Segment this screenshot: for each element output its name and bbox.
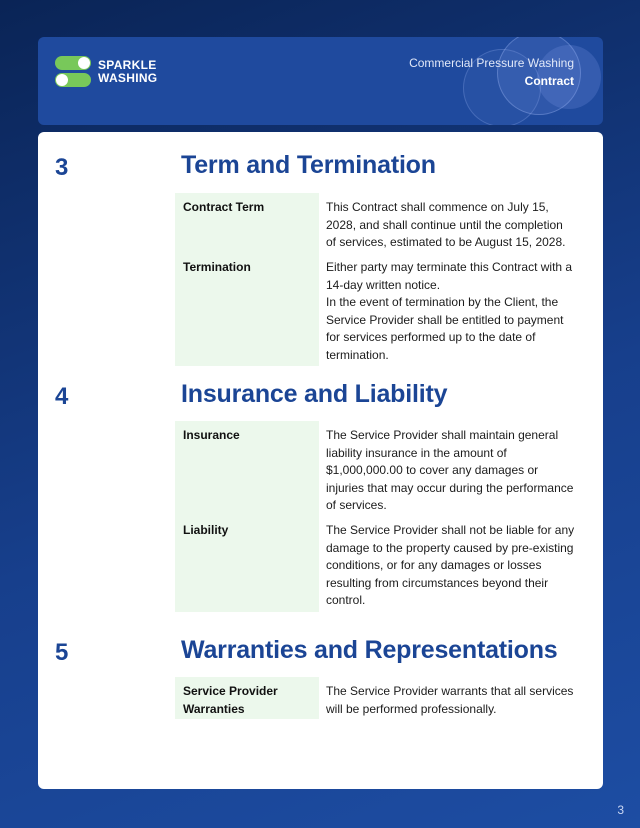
description-text: The Service Provider warrants that all services will be performed professionally. [326,684,574,716]
row-term: Service Provider Warranties [175,677,319,719]
brand-line-2: WASHING [98,71,158,85]
table-row [175,253,575,366]
header-subtitle: Commercial Pressure Washing [409,56,574,70]
page-number: 3 [617,803,624,817]
section-title: Insurance and Liability [181,380,448,408]
row-term: Insurance [175,421,319,516]
section-number: 4 [55,383,69,410]
section-number: 5 [55,639,69,666]
section-table [175,677,575,719]
brand-line-1: SPARKLE [98,58,157,72]
row-description [319,253,575,366]
table-row [175,677,575,719]
description-text: In the event of termination by the Client, the Service Provider shall be entitled to payment for services performed up to the date of termination. [326,295,564,362]
table-row [175,193,575,253]
section-number: 3 [55,154,69,181]
toggle-logo-icon [55,56,91,88]
row-description [319,516,575,612]
section-title: Warranties and Representations [181,636,558,664]
header-banner [38,37,603,125]
row-description [319,677,575,719]
header-info [409,55,574,90]
row-term: Termination [175,253,319,366]
brand-logo [55,56,157,88]
content-card [38,132,603,789]
row-description [319,193,575,253]
brand-name [98,59,157,85]
description-text: This Contract shall commence on July 15, 2028, and shall continue until the completion of services, estimated to be August 15, 2028. [326,200,566,249]
description-text: The Service Provider shall not be liable for any damage to the property caused by pre-existing conditions, or for any damages or losses resulting from circumstances beyond their control. [326,523,575,607]
row-term: Contract Term [175,193,319,253]
section-table [175,421,575,612]
table-row [175,421,575,516]
section-title: Term and Termination [181,151,436,179]
description-text: Either party may terminate this Contract with a 14-day written notice. [326,260,573,292]
row-description [319,421,575,516]
row-term: Liability [175,516,319,612]
section-table [175,193,575,366]
header-title: Contract [524,74,574,88]
description-text: The Service Provider shall maintain general liability insurance in the amount of $1,000,000.00 to cover any damages or injuries that may occur during the performance of services. [326,428,574,512]
table-row [175,516,575,612]
